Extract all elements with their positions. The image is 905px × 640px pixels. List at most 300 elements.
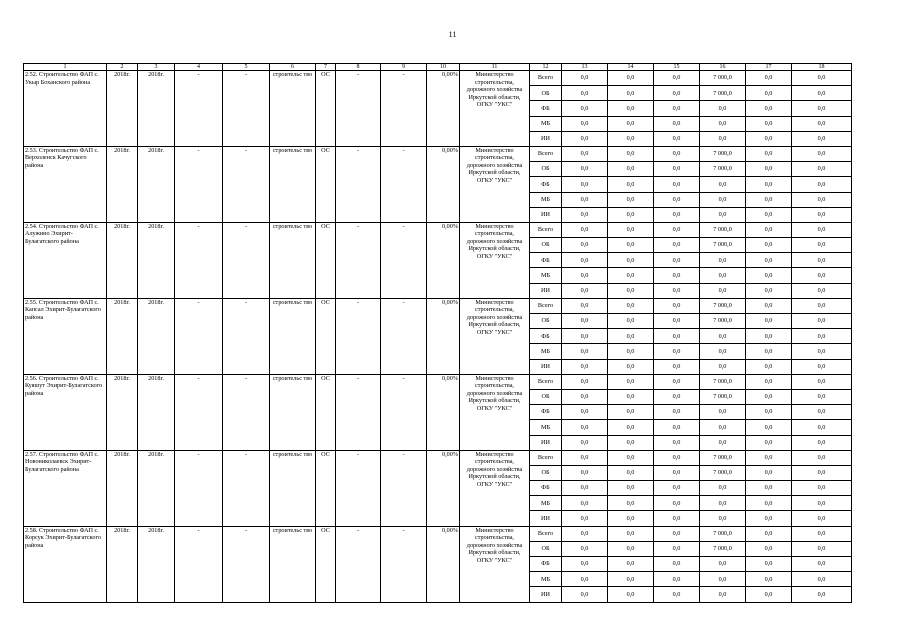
column-8-value: - xyxy=(336,450,381,526)
amount-cell: 0,0 xyxy=(654,389,700,404)
object-name: 2.54. Строительство ФАП с. Алужино Эхирит-Булагатского района xyxy=(24,222,107,298)
end-year: 2018г. xyxy=(138,222,175,298)
column-4-value: - xyxy=(175,526,223,602)
amount-cell: 0,0 xyxy=(562,587,608,602)
amount-cell: 0,0 xyxy=(792,207,852,222)
amount-cell: 0,0 xyxy=(654,192,700,207)
amount-cell: 0,0 xyxy=(562,329,608,344)
amount-cell: 0,0 xyxy=(792,314,852,329)
readiness-percent: 0,00% xyxy=(427,526,460,602)
amount-cell: 0,0 xyxy=(608,283,654,298)
budget-level: ФБ xyxy=(530,253,562,268)
column-7-value: ОС xyxy=(316,526,336,602)
amount-cell: 0,0 xyxy=(746,450,792,465)
amount-cell: 0,0 xyxy=(746,344,792,359)
column-9-value: - xyxy=(381,450,427,526)
amount-cell: 0,0 xyxy=(608,222,654,237)
column-9-value: - xyxy=(381,146,427,222)
amount-cell: 0,0 xyxy=(654,359,700,374)
budget-level: ОБ xyxy=(530,541,562,556)
column-7-value: ОС xyxy=(316,450,336,526)
budget-level: ОБ xyxy=(530,465,562,480)
amount-cell: 0,0 xyxy=(792,86,852,101)
column-7-value: ОС xyxy=(316,146,336,222)
amount-cell: 0,0 xyxy=(562,71,608,86)
amount-cell: 0,0 xyxy=(654,314,700,329)
amount-cell: 0,0 xyxy=(792,405,852,420)
object-name: 2.56. Строительство ФАП с. Куяшут Эхирит-Булагатского района xyxy=(24,374,107,450)
amount-cell: 0,0 xyxy=(608,541,654,556)
budget-level: ФБ xyxy=(530,177,562,192)
amount-cell: 0,0 xyxy=(792,420,852,435)
amount-cell: 0,0 xyxy=(654,420,700,435)
work-type: строительс тво xyxy=(270,146,316,222)
object-name: 2.58. Строительство ФАП с. Корсук Эхирит-Булагатского района xyxy=(24,526,107,602)
amount-cell: 0,0 xyxy=(746,192,792,207)
budget-level: ИИ xyxy=(530,283,562,298)
readiness-percent: 0,00% xyxy=(427,146,460,222)
end-year: 2018г. xyxy=(138,374,175,450)
amount-cell: 0,0 xyxy=(746,71,792,86)
amount-cell: 0,0 xyxy=(654,587,700,602)
amount-cell: 0,0 xyxy=(792,177,852,192)
amount-cell: 0,0 xyxy=(654,222,700,237)
amount-cell: 0,0 xyxy=(608,116,654,131)
column-number: 7 xyxy=(316,64,336,71)
amount-cell: 0,0 xyxy=(654,405,700,420)
budget-level: МБ xyxy=(530,116,562,131)
table-row xyxy=(24,526,852,541)
amount-cell: 0,0 xyxy=(746,268,792,283)
amount-cell: 0,0 xyxy=(562,253,608,268)
column-8-value: - xyxy=(336,374,381,450)
amount-cell: 0,0 xyxy=(700,268,746,283)
amount-cell: 0,0 xyxy=(700,207,746,222)
amount-cell: 0,0 xyxy=(562,496,608,511)
amount-cell: 0,0 xyxy=(792,268,852,283)
amount-cell: 0,0 xyxy=(700,572,746,587)
column-number: 9 xyxy=(381,64,427,71)
amount-cell: 0,0 xyxy=(746,557,792,572)
amount-cell: 0,0 xyxy=(746,253,792,268)
amount-cell: 0,0 xyxy=(562,374,608,389)
amount-cell: 0,0 xyxy=(562,481,608,496)
budget-level: МБ xyxy=(530,572,562,587)
start-year: 2018г. xyxy=(107,450,138,526)
start-year: 2018г. xyxy=(107,526,138,602)
amount-cell: 0,0 xyxy=(700,496,746,511)
budget-level: ИИ xyxy=(530,435,562,450)
amount-cell: 0,0 xyxy=(608,374,654,389)
amount-cell: 0,0 xyxy=(792,557,852,572)
amount-cell: 0,0 xyxy=(792,572,852,587)
amount-cell: 0,0 xyxy=(792,389,852,404)
end-year: 2018г. xyxy=(138,146,175,222)
budget-level: Всего xyxy=(530,298,562,313)
amount-cell: 0,0 xyxy=(608,450,654,465)
start-year: 2018г. xyxy=(107,222,138,298)
amount-cell: 0,0 xyxy=(700,283,746,298)
amount-cell: 0,0 xyxy=(654,298,700,313)
budget-level: МБ xyxy=(530,192,562,207)
amount-cell: 0,0 xyxy=(608,192,654,207)
amount-cell: 0,0 xyxy=(654,101,700,116)
column-7-value: ОС xyxy=(316,71,336,147)
amount-cell: 0,0 xyxy=(792,481,852,496)
amount-cell: 0,0 xyxy=(746,389,792,404)
amount-cell: 0,0 xyxy=(746,511,792,526)
amount-cell: 0,0 xyxy=(608,359,654,374)
column-9-value: - xyxy=(381,526,427,602)
amount-cell: 0,0 xyxy=(700,587,746,602)
amount-cell: 0,0 xyxy=(746,329,792,344)
amount-cell: 0,0 xyxy=(562,465,608,480)
amount-cell: 0,0 xyxy=(792,162,852,177)
budget-level: ФБ xyxy=(530,329,562,344)
amount-cell: 0,0 xyxy=(654,238,700,253)
amount-cell: 0,0 xyxy=(654,71,700,86)
amount-cell: 0,0 xyxy=(562,86,608,101)
amount-cell: 0,0 xyxy=(746,146,792,161)
budget-level: ИИ xyxy=(530,359,562,374)
amount-cell: 0,0 xyxy=(608,146,654,161)
amount-cell: 0,0 xyxy=(608,511,654,526)
column-4-value: - xyxy=(175,71,223,147)
column-5-value: - xyxy=(223,71,270,147)
amount-cell: 0,0 xyxy=(654,541,700,556)
budget-level: МБ xyxy=(530,496,562,511)
budget-level: ОБ xyxy=(530,86,562,101)
responsible-org: Министерство строительства, дорожного хозяйства Иркутской области, ОГКУ "УКС" xyxy=(460,526,530,602)
amount-cell: 0,0 xyxy=(792,131,852,146)
amount-cell: 0,0 xyxy=(608,587,654,602)
amount-cell: 0,0 xyxy=(654,465,700,480)
budget-level: Всего xyxy=(530,71,562,86)
responsible-org: Министерство строительства, дорожного хозяйства Иркутской области, ОГКУ "УКС" xyxy=(460,71,530,147)
amount-cell: 0,0 xyxy=(700,405,746,420)
column-number: 11 xyxy=(460,64,530,71)
work-type: строительс тво xyxy=(270,450,316,526)
column-number: 10 xyxy=(427,64,460,71)
amount-cell: 0,0 xyxy=(792,496,852,511)
budget-level: МБ xyxy=(530,344,562,359)
amount-cell: 0,0 xyxy=(654,162,700,177)
amount-cell: 0,0 xyxy=(792,374,852,389)
amount-cell: 0,0 xyxy=(654,435,700,450)
table-row xyxy=(24,450,852,465)
column-9-value: - xyxy=(381,222,427,298)
amount-cell: 7 000,0 xyxy=(700,298,746,313)
amount-cell: 0,0 xyxy=(608,557,654,572)
column-7-value: ОС xyxy=(316,298,336,374)
amount-cell: 0,0 xyxy=(792,71,852,86)
amount-cell: 0,0 xyxy=(562,572,608,587)
column-number: 4 xyxy=(175,64,223,71)
amount-cell: 0,0 xyxy=(746,420,792,435)
column-9-value: - xyxy=(381,298,427,374)
amount-cell: 0,0 xyxy=(562,511,608,526)
amount-cell: 0,0 xyxy=(792,359,852,374)
column-number: 16 xyxy=(700,64,746,71)
readiness-percent: 0,00% xyxy=(427,298,460,374)
readiness-percent: 0,00% xyxy=(427,450,460,526)
amount-cell: 0,0 xyxy=(562,420,608,435)
amount-cell: 0,0 xyxy=(700,511,746,526)
column-number: 6 xyxy=(270,64,316,71)
amount-cell: 0,0 xyxy=(792,344,852,359)
responsible-org: Министерство строительства, дорожного хозяйства Иркутской области, ОГКУ "УКС" xyxy=(460,146,530,222)
column-4-value: - xyxy=(175,222,223,298)
amount-cell: 0,0 xyxy=(746,116,792,131)
start-year: 2018г. xyxy=(107,374,138,450)
amount-cell: 0,0 xyxy=(746,238,792,253)
budget-level: ИИ xyxy=(530,131,562,146)
column-number: 1 xyxy=(24,64,107,71)
column-5-value: - xyxy=(223,298,270,374)
budget-level: ИИ xyxy=(530,587,562,602)
amount-cell: 0,0 xyxy=(562,162,608,177)
amount-cell: 7 000,0 xyxy=(700,314,746,329)
amount-cell: 0,0 xyxy=(792,238,852,253)
budget-level: МБ xyxy=(530,268,562,283)
amount-cell: 0,0 xyxy=(654,496,700,511)
budget-level: ОБ xyxy=(530,162,562,177)
column-number: 2 xyxy=(107,64,138,71)
amount-cell: 0,0 xyxy=(608,71,654,86)
amount-cell: 0,0 xyxy=(700,101,746,116)
work-type: строительс тво xyxy=(270,526,316,602)
column-number: 18 xyxy=(792,64,852,71)
amount-cell: 0,0 xyxy=(608,162,654,177)
amount-cell: 0,0 xyxy=(792,435,852,450)
amount-cell: 0,0 xyxy=(608,496,654,511)
budget-level: Всего xyxy=(530,222,562,237)
amount-cell: 0,0 xyxy=(746,222,792,237)
amount-cell: 0,0 xyxy=(700,481,746,496)
budget-level: ОБ xyxy=(530,238,562,253)
amount-cell: 0,0 xyxy=(608,253,654,268)
amount-cell: 0,0 xyxy=(562,405,608,420)
end-year: 2018г. xyxy=(138,450,175,526)
amount-cell: 0,0 xyxy=(562,359,608,374)
column-9-value: - xyxy=(381,71,427,147)
amount-cell: 0,0 xyxy=(746,207,792,222)
budget-level: ОБ xyxy=(530,314,562,329)
column-8-value: - xyxy=(336,298,381,374)
amount-cell: 7 000,0 xyxy=(700,465,746,480)
column-number: 12 xyxy=(530,64,562,71)
amount-cell: 0,0 xyxy=(746,314,792,329)
budget-level: ФБ xyxy=(530,481,562,496)
amount-cell: 0,0 xyxy=(654,572,700,587)
table-row xyxy=(24,374,852,389)
amount-cell: 0,0 xyxy=(746,101,792,116)
amount-cell: 0,0 xyxy=(562,131,608,146)
amount-cell: 0,0 xyxy=(608,298,654,313)
amount-cell: 0,0 xyxy=(562,541,608,556)
amount-cell: 0,0 xyxy=(746,177,792,192)
program-table xyxy=(23,63,852,603)
amount-cell: 0,0 xyxy=(792,116,852,131)
object-name: 2.52. Строительство ФАП с. Укыр Боханского района xyxy=(24,71,107,147)
budget-level: ФБ xyxy=(530,557,562,572)
budget-level: ФБ xyxy=(530,405,562,420)
amount-cell: 0,0 xyxy=(746,526,792,541)
amount-cell: 7 000,0 xyxy=(700,86,746,101)
amount-cell: 0,0 xyxy=(700,131,746,146)
amount-cell: 0,0 xyxy=(562,101,608,116)
readiness-percent: 0,00% xyxy=(427,71,460,147)
column-5-value: - xyxy=(223,374,270,450)
start-year: 2018г. xyxy=(107,298,138,374)
amount-cell: 7 000,0 xyxy=(700,541,746,556)
amount-cell: 0,0 xyxy=(700,116,746,131)
amount-cell: 7 000,0 xyxy=(700,146,746,161)
amount-cell: 0,0 xyxy=(562,238,608,253)
amount-cell: 0,0 xyxy=(792,222,852,237)
amount-cell: 0,0 xyxy=(562,557,608,572)
amount-cell: 0,0 xyxy=(654,146,700,161)
amount-cell: 0,0 xyxy=(700,435,746,450)
amount-cell: 0,0 xyxy=(654,131,700,146)
amount-cell: 0,0 xyxy=(608,465,654,480)
amount-cell: 0,0 xyxy=(562,177,608,192)
amount-cell: 0,0 xyxy=(608,420,654,435)
column-number: 8 xyxy=(336,64,381,71)
amount-cell: 0,0 xyxy=(654,511,700,526)
amount-cell: 0,0 xyxy=(608,101,654,116)
amount-cell: 0,0 xyxy=(608,329,654,344)
amount-cell: 0,0 xyxy=(700,359,746,374)
amount-cell: 0,0 xyxy=(746,496,792,511)
amount-cell: 0,0 xyxy=(654,526,700,541)
amount-cell: 7 000,0 xyxy=(700,450,746,465)
amount-cell: 0,0 xyxy=(654,481,700,496)
work-type: строительс тво xyxy=(270,222,316,298)
readiness-percent: 0,00% xyxy=(427,374,460,450)
column-4-value: - xyxy=(175,298,223,374)
amount-cell: 0,0 xyxy=(746,86,792,101)
amount-cell: 7 000,0 xyxy=(700,162,746,177)
start-year: 2018г. xyxy=(107,146,138,222)
amount-cell: 0,0 xyxy=(746,481,792,496)
budget-level: ОБ xyxy=(530,389,562,404)
budget-level: Всего xyxy=(530,146,562,161)
column-7-value: ОС xyxy=(316,222,336,298)
column-number: 5 xyxy=(223,64,270,71)
amount-cell: 0,0 xyxy=(700,329,746,344)
amount-cell: 0,0 xyxy=(608,435,654,450)
amount-cell: 0,0 xyxy=(608,405,654,420)
amount-cell: 0,0 xyxy=(792,283,852,298)
amount-cell: 0,0 xyxy=(654,177,700,192)
column-4-value: - xyxy=(175,450,223,526)
amount-cell: 0,0 xyxy=(608,389,654,404)
amount-cell: 0,0 xyxy=(562,450,608,465)
amount-cell: 0,0 xyxy=(654,344,700,359)
column-4-value: - xyxy=(175,374,223,450)
object-name: 2.57. Строительство ФАП с. Новониколаевск Эхирит-Булагатского района xyxy=(24,450,107,526)
table-row xyxy=(24,146,852,161)
amount-cell: 0,0 xyxy=(792,526,852,541)
amount-cell: 0,0 xyxy=(746,465,792,480)
amount-cell: 0,0 xyxy=(654,86,700,101)
start-year: 2018г. xyxy=(107,71,138,147)
work-type: строительс тво xyxy=(270,298,316,374)
column-number: 13 xyxy=(562,64,608,71)
amount-cell: 0,0 xyxy=(608,177,654,192)
amount-cell: 0,0 xyxy=(562,314,608,329)
amount-cell: 0,0 xyxy=(608,526,654,541)
amount-cell: 0,0 xyxy=(562,298,608,313)
amount-cell: 0,0 xyxy=(562,116,608,131)
amount-cell: 0,0 xyxy=(562,526,608,541)
table-row xyxy=(24,71,852,86)
work-type: строительс тво xyxy=(270,374,316,450)
amount-cell: 0,0 xyxy=(608,481,654,496)
responsible-org: Министерство строительства, дорожного хозяйства Иркутской области, ОГКУ "УКС" xyxy=(460,222,530,298)
amount-cell: 0,0 xyxy=(654,374,700,389)
amount-cell: 7 000,0 xyxy=(700,526,746,541)
amount-cell: 0,0 xyxy=(746,162,792,177)
responsible-org: Министерство строительства, дорожного хозяйства Иркутской области, ОГКУ "УКС" xyxy=(460,450,530,526)
amount-cell: 0,0 xyxy=(608,86,654,101)
amount-cell: 0,0 xyxy=(700,557,746,572)
table-row xyxy=(24,298,852,313)
column-8-value: - xyxy=(336,526,381,602)
column-5-value: - xyxy=(223,146,270,222)
amount-cell: 0,0 xyxy=(792,101,852,116)
amount-cell: 7 000,0 xyxy=(700,222,746,237)
amount-cell: 0,0 xyxy=(608,238,654,253)
end-year: 2018г. xyxy=(138,526,175,602)
amount-cell: 0,0 xyxy=(746,131,792,146)
responsible-org: Министерство строительства, дорожного хозяйства Иркутской области, ОГКУ "УКС" xyxy=(460,374,530,450)
amount-cell: 0,0 xyxy=(654,283,700,298)
column-5-value: - xyxy=(223,222,270,298)
column-8-value: - xyxy=(336,146,381,222)
amount-cell: 0,0 xyxy=(746,587,792,602)
amount-cell: 0,0 xyxy=(562,389,608,404)
amount-cell: 0,0 xyxy=(700,177,746,192)
responsible-org: Министерство строительства, дорожного хозяйства Иркутской области, ОГКУ "УКС" xyxy=(460,298,530,374)
amount-cell: 0,0 xyxy=(654,116,700,131)
column-number: 14 xyxy=(608,64,654,71)
amount-cell: 7 000,0 xyxy=(700,374,746,389)
amount-cell: 0,0 xyxy=(700,192,746,207)
amount-cell: 0,0 xyxy=(700,420,746,435)
table-row xyxy=(24,222,852,237)
amount-cell: 0,0 xyxy=(746,374,792,389)
amount-cell: 0,0 xyxy=(792,465,852,480)
column-8-value: - xyxy=(336,222,381,298)
budget-level: ИИ xyxy=(530,511,562,526)
amount-cell: 0,0 xyxy=(654,450,700,465)
amount-cell: 0,0 xyxy=(608,572,654,587)
budget-level: ИИ xyxy=(530,207,562,222)
column-5-value: - xyxy=(223,450,270,526)
amount-cell: 0,0 xyxy=(654,253,700,268)
amount-cell: 7 000,0 xyxy=(700,238,746,253)
amount-cell: 0,0 xyxy=(792,541,852,556)
end-year: 2018г. xyxy=(138,298,175,374)
amount-cell: 0,0 xyxy=(562,146,608,161)
amount-cell: 0,0 xyxy=(792,450,852,465)
column-5-value: - xyxy=(223,526,270,602)
column-7-value: ОС xyxy=(316,374,336,450)
amount-cell: 0,0 xyxy=(746,405,792,420)
column-4-value: - xyxy=(175,146,223,222)
